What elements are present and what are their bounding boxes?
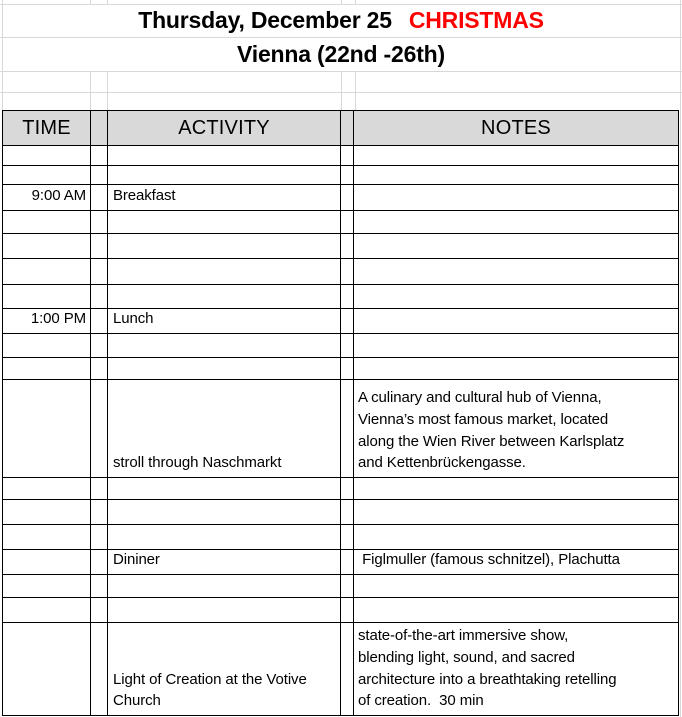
header-activity-label: ACTIVITY	[178, 116, 270, 139]
cell-notes[interactable]	[354, 358, 679, 380]
gridline	[355, 71, 356, 110]
cell-time[interactable]	[3, 380, 91, 478]
cell-gap[interactable]	[91, 334, 108, 358]
cell-gap[interactable]	[341, 623, 354, 716]
cell-notes[interactable]	[354, 575, 679, 598]
cell-notes[interactable]	[354, 146, 679, 166]
cell-time[interactable]	[3, 234, 91, 259]
table-row	[3, 525, 679, 550]
cell-notes[interactable]	[354, 525, 679, 550]
table-row	[3, 380, 679, 478]
cell-time[interactable]	[3, 500, 91, 525]
cell-time[interactable]	[3, 525, 91, 550]
cell-activity[interactable]: Lunch	[108, 309, 341, 334]
cell-gap[interactable]	[91, 285, 108, 309]
itinerary-table	[2, 110, 679, 716]
cell-activity[interactable]	[108, 525, 341, 550]
cell-gap[interactable]	[91, 623, 108, 716]
table-row	[3, 185, 679, 211]
table-row	[3, 259, 679, 285]
cell-gap[interactable]	[91, 525, 108, 550]
cell-time[interactable]	[3, 285, 91, 309]
table-row	[3, 623, 679, 716]
table-row	[3, 500, 679, 525]
cell-activity[interactable]	[108, 500, 341, 525]
cell-notes[interactable]	[354, 500, 679, 525]
cell-time[interactable]: 1:00 PM	[3, 309, 91, 334]
table-row	[3, 166, 679, 185]
cell-notes[interactable]	[354, 334, 679, 358]
cell-notes[interactable]	[354, 598, 679, 623]
header-notes-label: NOTES	[481, 116, 551, 139]
cell-activity[interactable]: Light of Creation at the Votive Church	[108, 623, 341, 716]
cell-gap[interactable]	[91, 146, 108, 166]
cell-time[interactable]	[3, 598, 91, 623]
table-row	[3, 146, 679, 166]
cell-gap[interactable]	[91, 259, 108, 285]
table-row	[3, 478, 679, 500]
cell-gap[interactable]	[91, 358, 108, 380]
title-date: Thursday, December 25	[138, 7, 392, 33]
header-time-label: TIME	[22, 116, 71, 139]
table-row	[3, 575, 679, 598]
cell-activity[interactable]	[108, 146, 341, 166]
header-notes[interactable]	[354, 111, 679, 146]
cell-gap[interactable]	[341, 309, 354, 334]
cell-gap[interactable]	[341, 259, 354, 285]
gridline	[680, 0, 681, 717]
cell-gap[interactable]	[91, 575, 108, 598]
cell-time[interactable]	[3, 550, 91, 575]
cell-activity[interactable]	[108, 211, 341, 234]
table-row	[3, 234, 679, 259]
table-header-row	[3, 111, 679, 146]
cell-notes[interactable]	[354, 234, 679, 259]
cell-gap[interactable]	[341, 550, 354, 575]
cell-notes[interactable]	[354, 211, 679, 234]
cell-activity[interactable]	[108, 285, 341, 309]
cell-gap[interactable]	[91, 211, 108, 234]
table-row	[3, 211, 679, 234]
cell-notes[interactable]: state-of-the-art immersive show, blending light, sound, and sacred architecture into a breathtaking retelling of creation. 30 min	[354, 623, 679, 716]
gridline	[341, 71, 342, 110]
header-activity[interactable]	[108, 111, 341, 146]
cell-activity[interactable]	[108, 478, 341, 500]
header-gap-cell[interactable]	[341, 111, 354, 146]
cell-activity[interactable]	[108, 166, 341, 185]
cell-gap[interactable]	[341, 500, 354, 525]
cell-activity[interactable]: stroll through Naschmarkt	[108, 380, 341, 478]
title-row-date[interactable]	[0, 4, 682, 37]
table-row	[3, 334, 679, 358]
cell-gap[interactable]	[341, 285, 354, 309]
cell-gap[interactable]	[341, 525, 354, 550]
cell-notes[interactable]: Figlmuller (famous schnitzel), Plachutta	[354, 550, 679, 575]
header-time[interactable]	[3, 111, 91, 146]
table-row	[3, 358, 679, 380]
cell-activity[interactable]	[108, 598, 341, 623]
header-gap-cell[interactable]	[91, 111, 108, 146]
cell-time[interactable]	[3, 259, 91, 285]
title-location: Vienna (22nd -26th)	[237, 40, 445, 67]
table-row	[3, 309, 679, 334]
cell-activity[interactable]	[108, 234, 341, 259]
table-row	[3, 550, 679, 575]
cell-time[interactable]	[3, 358, 91, 380]
title-holiday: CHRISTMAS	[408, 7, 544, 33]
gridline	[90, 71, 91, 110]
cell-gap[interactable]	[341, 166, 354, 185]
cell-activity[interactable]	[108, 575, 341, 598]
cell-gap[interactable]	[341, 234, 354, 259]
gridline	[107, 71, 108, 110]
cell-notes[interactable]	[354, 478, 679, 500]
cell-gap[interactable]	[91, 234, 108, 259]
title-row-location[interactable]	[0, 37, 682, 71]
cell-gap[interactable]	[91, 185, 108, 211]
cell-gap[interactable]	[341, 575, 354, 598]
table-row	[3, 598, 679, 623]
cell-time[interactable]	[3, 211, 91, 234]
cell-notes[interactable]	[354, 285, 679, 309]
cell-gap[interactable]	[341, 598, 354, 623]
cell-notes[interactable]	[354, 309, 679, 334]
cell-time[interactable]	[3, 478, 91, 500]
cell-gap[interactable]	[341, 380, 354, 478]
cell-time[interactable]	[3, 623, 91, 716]
cell-time[interactable]	[3, 334, 91, 358]
cell-time[interactable]	[3, 166, 91, 185]
cell-gap[interactable]	[341, 334, 354, 358]
cell-activity[interactable]	[108, 259, 341, 285]
table-body	[3, 146, 679, 716]
cell-gap[interactable]	[91, 166, 108, 185]
cell-time[interactable]: 9:00 AM	[3, 185, 91, 211]
cell-activity[interactable]	[108, 334, 341, 358]
cell-gap[interactable]	[91, 309, 108, 334]
cell-gap[interactable]	[341, 478, 354, 500]
cell-time[interactable]	[3, 575, 91, 598]
cell-gap[interactable]	[341, 358, 354, 380]
cell-activity[interactable]: Dininer	[108, 550, 341, 575]
cell-gap[interactable]	[91, 500, 108, 525]
cell-notes[interactable]: A culinary and cultural hub of Vienna, Vienna’s most famous market, located along the Wien River between Karlsplatz and Kettenbrückengasse.	[354, 380, 679, 478]
cell-activity[interactable]: Breakfast	[108, 185, 341, 211]
cell-gap[interactable]	[341, 185, 354, 211]
cell-gap[interactable]	[91, 478, 108, 500]
cell-notes[interactable]	[354, 259, 679, 285]
cell-notes[interactable]	[354, 185, 679, 211]
table-row	[3, 285, 679, 309]
cell-gap[interactable]	[341, 211, 354, 234]
cell-time[interactable]	[3, 146, 91, 166]
cell-gap[interactable]	[91, 380, 108, 478]
cell-activity[interactable]	[108, 358, 341, 380]
cell-gap[interactable]	[91, 598, 108, 623]
cell-notes[interactable]	[354, 166, 679, 185]
cell-gap[interactable]	[91, 550, 108, 575]
cell-gap[interactable]	[341, 146, 354, 166]
